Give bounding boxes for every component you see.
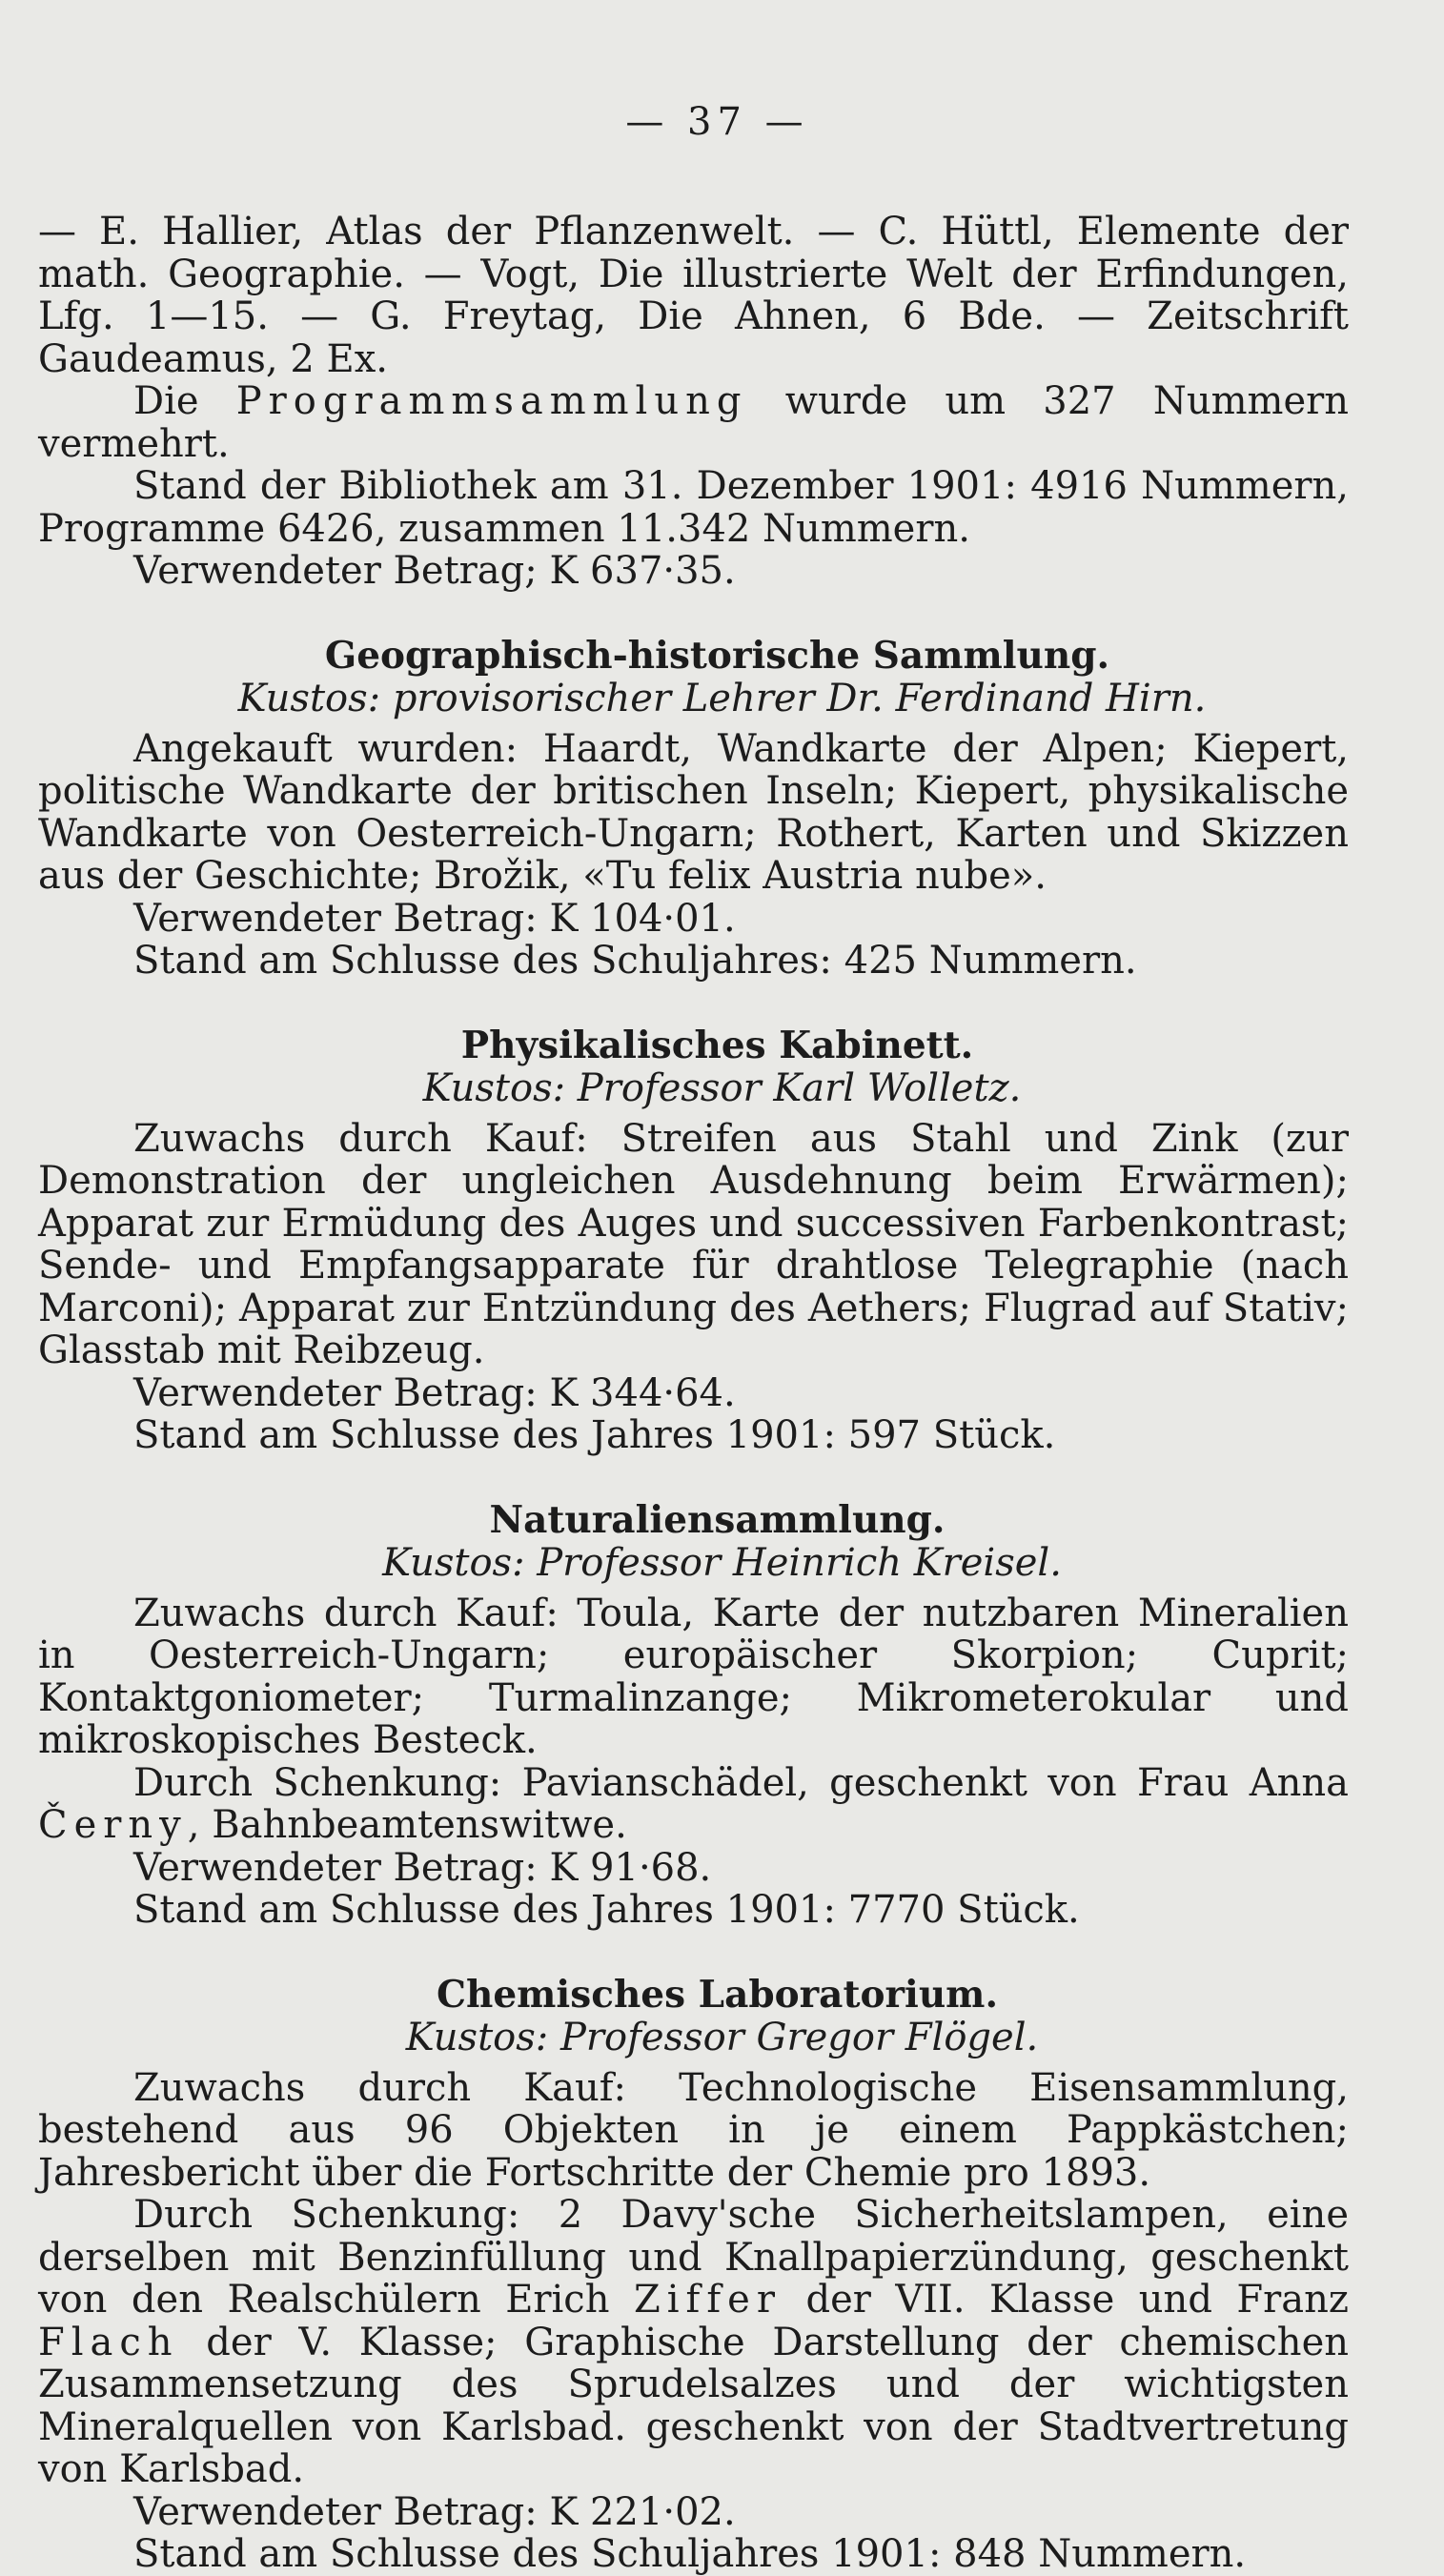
chem-schenkung-post: der V. Klasse; Graphische Darstellung der chemischen Zusammensetzung des Sprudelsalzes und der wichtigsten Mineralquellen von Karlsbad. geschenkt von der Stadtvertretung von Karlsbad. [38,2320,1349,2491]
library-acquisitions: — E. Hallier, Atlas der Pflanzenwelt. — C. Hüttl, Elemente der math. Geographie. — Vogt, Die illustrierte Welt der Erfindungen, Lfg. 1—15. — G. Freytag, Die Ahnen, 6 Bde. — Zeitschrift Gaudeamus, 2 Ex. [38,210,1349,381]
chem-schenkung [38,2194,1349,2491]
phys-section [38,1024,1349,1457]
chem-betrag: Verwendeter Betrag: K 221·02. [133,2489,736,2534]
program-post: wurde um 327 Nummern vermehrt. [38,379,1349,466]
natur-heading: Naturaliensammlung. [489,1497,946,1542]
natur-schenkung-pre: Durch Schenkung: Pavianschädel, geschenkt von Frau Anna [133,1760,1349,1805]
natur-schenkung-post: , Bahnbeamtenswitwe. [187,1803,627,1847]
chem-schenkung-pre: Durch Schenkung: 2 Davy'sche Sicherheitslampen, eine derselben mit Benzinfüllung und Knallpapierzündung, geschenkt von den Realschülern Erich [38,2193,1349,2322]
phys-zuwachs: Zuwachs durch Kauf: Streifen aus Stahl und Zink (zur Demonstration der ungleichen Ausdehnung beim Erwärmen); Apparat zur Ermüdung des Auges und successiven Farbenkontrast; Sende- und Empfangsapparate für drahtlose Telegraphie (nach Marconi); Apparat zur Entzündung des Aethers; Flugrad auf Stativ; Glasstab mit Reibzeug. [38,1116,1349,1372]
chem-donor-name-2: Flach [38,2320,179,2364]
library-stand: Stand der Bibliothek am 31. Dezember 1901: 4916 Nummern, Programme 6426, zusammen 11.342 Nummern. [38,464,1349,551]
geo-betrag: Verwendeter Betrag: K 104·01. [133,896,736,941]
natur-schenkung [38,1762,1349,1847]
chem-donor-name-1: Ziffer [633,2278,782,2322]
natur-donor-name: Černy [38,1803,188,1847]
geo-stand: Stand am Schlusse des Schuljahres: 425 Nummern. [133,939,1137,983]
phys-kustos: Kustos: Professor Karl Wolletz. [422,1065,1022,1110]
natur-kustos: Kustos: Professor Heinrich Kreisel. [382,1540,1062,1585]
chem-stand: Stand am Schlusse des Schuljahres 1901: 848 Nummern. [133,2532,1247,2576]
natur-zuwachs: Zuwachs durch Kauf: Toula, Karte der nutzbaren Mineralien in Oesterreich-Ungarn; europäischer Skorpion; Cuprit; Kontaktgoniometer; Turmalinzange; Mikrometerokular und mikroskopisches Besteck. [38,1591,1349,1762]
phys-heading: Physikalisches Kabinett. [460,1023,974,1067]
chem-zuwachs: Zuwachs durch Kauf: Technologische Eisensammlung, bestehend aus 96 Objekten in je einem Pappkästchen; Jahresbericht über die Fortschritte der Chemie pro 1893. [38,2065,1349,2195]
natur-stand: Stand am Schlusse des Jahres 1901: 7770 Stück. [133,1888,1080,1932]
chem-schenkung-mid: der VII. Klasse und Franz [781,2278,1349,2322]
geo-angekauft: Angekauft wurden: Haardt, Wandkarte der Alpen; Kiepert, politische Wandkarte der britischen Inseln; Kiepert, physikalische Wandkarte von Oesterreich-Ungarn; Rothert, Karten und Skizzen aus der Geschichte; Brožik, «Tu felix Austria nube». [38,726,1349,898]
geo-heading: Geographisch-historische Sammlung. [324,633,1110,678]
geo-section [38,635,1349,983]
chem-heading: Chemisches Laboratorium. [436,1972,999,2017]
library-section [38,211,1349,593]
library-betrag: Verwendeter Betrag; K 637·35. [133,549,736,593]
program-spaced-word: Programmsammlung [235,379,748,423]
phys-stand: Stand am Schlusse des Jahres 1901: 597 Stück. [133,1413,1056,1457]
natur-section [38,1499,1349,1932]
natur-betrag: Verwendeter Betrag: K 91·68. [133,1845,712,1890]
program-pre: Die [133,379,236,423]
program-collection [38,380,1349,465]
page-number: — 37 — [625,100,809,144]
geo-kustos: Kustos: provisorischer Lehrer Dr. Ferdinand Hirn. [237,676,1207,720]
phys-betrag: Verwendeter Betrag: K 344·64. [133,1370,736,1415]
chem-kustos: Kustos: Professor Gregor Flögel. [405,2015,1039,2059]
chem-section [38,1974,1349,2576]
